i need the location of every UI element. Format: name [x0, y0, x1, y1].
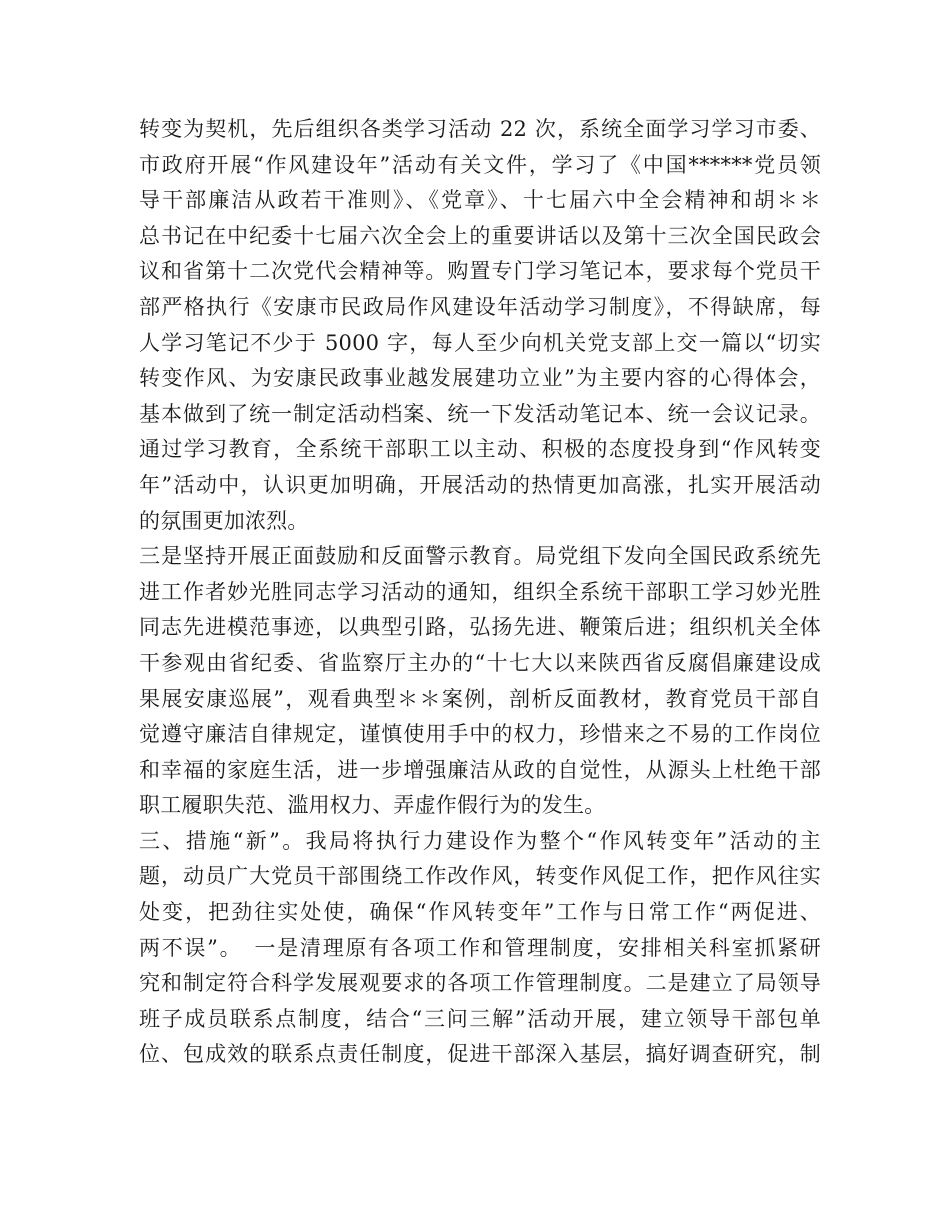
text-line: 部严格执行《安康市民政局作风建设年活动学习制度》，不得缺席，每 [139, 294, 821, 319]
text-line: 转变作风、为安康民政事业越发展建功立业”为主要内容的心得体会， [139, 366, 821, 391]
text-line: 三、措施“新”。我局将执行力建设作为整个“作风转变年”活动的主 [139, 828, 821, 853]
text-line: 处变，把劲往实处使，确保“作风转变年”工作与日常工作“两促进、 [139, 900, 821, 925]
text-line: 人学习笔记不少于 5000 字，每人至少向机关党支部上交一篇以“切实 [139, 330, 821, 355]
text-line: 三是坚持开展正面鼓励和反面警示教育。局党组下发向全国民政系统先 [139, 544, 821, 569]
text-line: 的氛围更加浓烈。 [139, 508, 309, 533]
body-text [139, 112, 821, 1073]
text-line: 市政府开展“作风建设年”活动有关文件，学习了《中国******党员领 [139, 152, 821, 177]
text-line: 总书记在中纪委十七届六次全会上的重要讲话以及第十三次全国民政会 [139, 223, 821, 248]
text-line: 干参观由省纪委、省监察厅主办的“十七大以来陕西省反腐倡廉建设成 [139, 650, 821, 675]
text-line: 同志先进模范事迹，以典型引路，弘扬先进、鞭策后进；组织机关全体 [139, 615, 821, 640]
text-line: 究和制定符合科学发展观要求的各项工作管理制度。二是建立了局领导 [139, 971, 821, 996]
text-line: 两不误”。 一是清理原有各项工作和管理制度，安排相关科室抓紧研 [139, 935, 821, 960]
text-line: 进工作者妙光胜同志学习活动的通知，组织全系统干部职工学习妙光胜 [139, 579, 821, 604]
text-line: 果展安康巡展”，观看典型＊＊案例，剖析反面教材，教育党员干部自 [139, 686, 821, 711]
text-line: 基本做到了统一制定活动档案、统一下发活动笔记本、统一会议记录。 [139, 401, 821, 426]
text-line: 和幸福的家庭生活，进一步增强廉洁从政的自觉性，从源头上杜绝干部 [139, 757, 821, 782]
text-line: 转变为契机，先后组织各类学习活动 22 次，系统全面学习学习市委、 [139, 117, 821, 141]
text-line: 题，动员广大党员干部围绕工作改作风，转变作风促工作，把作风往实 [139, 864, 821, 889]
text-line: 位、包成效的联系点责任制度，促进干部深入基层，搞好调查研究，制 [139, 1042, 821, 1067]
text-line: 班子成员联系点制度，结合“三问三解”活动开展，建立领导干部包单 [139, 1006, 821, 1031]
text-line: 通过学习教育，全系统干部职工以主动、积极的态度投身到“作风转变 [139, 437, 821, 462]
text-line: 职工履职失范、滥用权力、弄虚作假行为的发生。 [139, 793, 606, 818]
text-line: 年”活动中，认识更加明确，开展活动的热情更加高涨，扎实开展活动 [139, 472, 821, 497]
text-line: 觉遵守廉洁自律规定，谨慎使用手中的权力，珍惜来之不易的工作岗位 [139, 722, 821, 747]
text-line: 议和省第十二次党代会精神等。购置专门学习笔记本，要求每个党员干 [139, 259, 821, 284]
text-line: 导干部廉洁从政若干准则》、《党章》、十七届六中全会精神和胡＊＊ [139, 188, 821, 213]
